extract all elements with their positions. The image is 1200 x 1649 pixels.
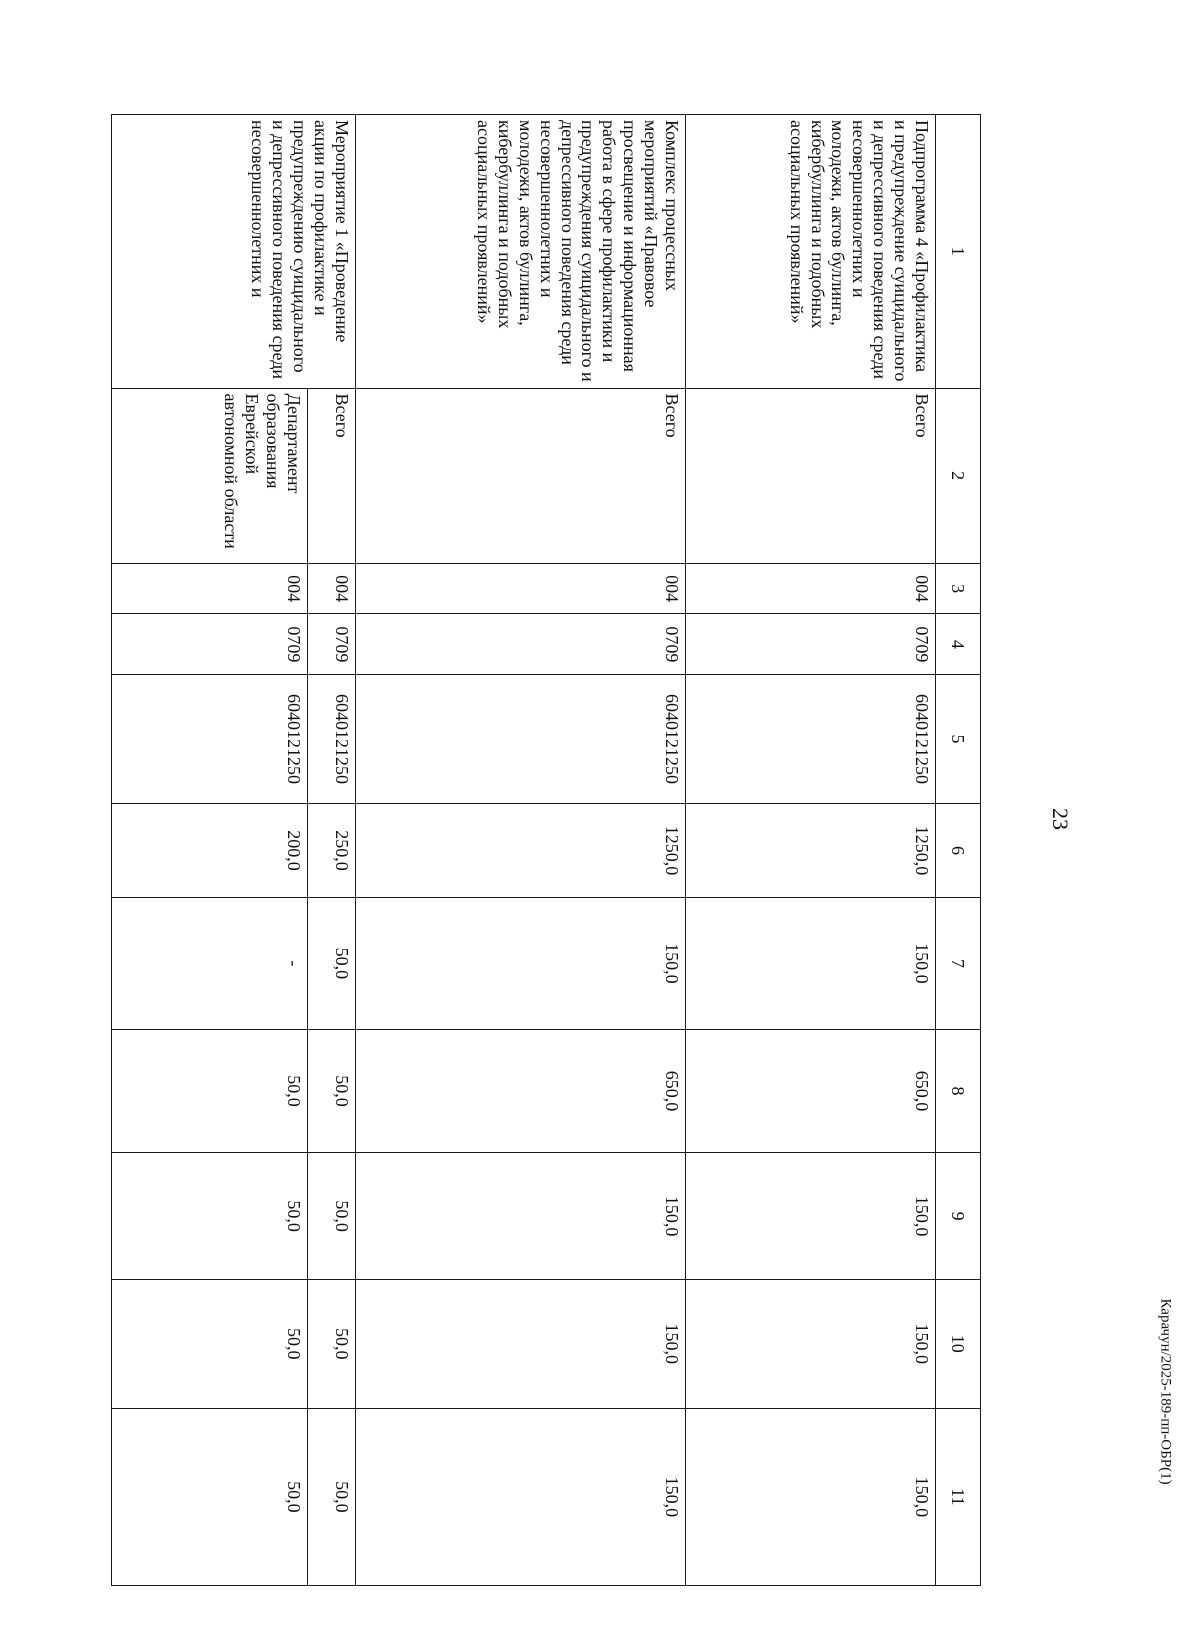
row-cell-3: 004 bbox=[308, 563, 356, 614]
header-col-3: 3 bbox=[936, 563, 981, 614]
row-cell-6: 250,0 bbox=[308, 803, 356, 897]
row-executor: Всего bbox=[356, 388, 686, 563]
row-cell-8: 650,0 bbox=[356, 1029, 686, 1153]
header-col-2: 2 bbox=[936, 388, 981, 563]
header-col-9: 9 bbox=[936, 1153, 981, 1280]
row-cell-5: 6040121250 bbox=[686, 675, 936, 804]
row-cell-7: 150,0 bbox=[686, 898, 936, 1030]
header-row bbox=[936, 115, 981, 1586]
row-cell-7: 50,0 bbox=[308, 898, 356, 1030]
row-cell-10: 150,0 bbox=[356, 1279, 686, 1408]
page-number: 23 bbox=[1048, 808, 1073, 830]
row-cell-7: 150,0 bbox=[356, 898, 686, 1030]
table-row-process-complex bbox=[356, 115, 686, 1586]
row-cell-9: 50,0 bbox=[112, 1153, 308, 1280]
header-col-1: 1 bbox=[936, 115, 981, 389]
header-col-4: 4 bbox=[936, 614, 981, 675]
row-cell-4: 0709 bbox=[356, 614, 686, 675]
row-name: Комплекс процессных мероприятий «Правовое просвещение и информационная работа в сфере профилактики и предупреждения суицидального и депрессивного поведения среди несовершеннолетних и молодежи, актов буллинга, кибербуллинга и подобных асоциальных проявлений» bbox=[356, 115, 686, 389]
document-registration-code: Карачун/2025-189-пп-ОБР(1) bbox=[1157, 1298, 1174, 1485]
row-cell-8: 50,0 bbox=[112, 1029, 308, 1153]
row-cell-3: 004 bbox=[356, 563, 686, 614]
row-cell-8: 50,0 bbox=[308, 1029, 356, 1153]
row-cell-6: 1250,0 bbox=[686, 803, 936, 897]
row-cell-10: 50,0 bbox=[308, 1279, 356, 1408]
row-cell-3: 004 bbox=[686, 563, 936, 614]
row-cell-4: 0709 bbox=[686, 614, 936, 675]
header-col-6: 6 bbox=[936, 803, 981, 897]
table-row-subprogram-4 bbox=[686, 115, 936, 1586]
row-cell-4: 0709 bbox=[308, 614, 356, 675]
row-cell-9: 150,0 bbox=[686, 1153, 936, 1280]
row-cell-5: 6040121250 bbox=[112, 675, 308, 804]
row-cell-9: 150,0 bbox=[356, 1153, 686, 1280]
row-cell-6: 1250,0 bbox=[356, 803, 686, 897]
budget-table bbox=[111, 114, 981, 1586]
row-cell-11: 50,0 bbox=[308, 1408, 356, 1585]
row-executor: Департамент образования Еврейской автономной области bbox=[112, 388, 308, 563]
row-cell-5: 6040121250 bbox=[356, 675, 686, 804]
header-col-10: 10 bbox=[936, 1279, 981, 1408]
row-cell-6: 200,0 bbox=[112, 803, 308, 897]
header-col-8: 8 bbox=[936, 1029, 981, 1153]
row-cell-10: 150,0 bbox=[686, 1279, 936, 1408]
row-cell-8: 650,0 bbox=[686, 1029, 936, 1153]
row-cell-11: 150,0 bbox=[356, 1408, 686, 1585]
row-cell-10: 50,0 bbox=[112, 1279, 308, 1408]
header-col-7: 7 bbox=[936, 898, 981, 1030]
header-col-11: 11 bbox=[936, 1408, 981, 1585]
row-cell-4: 0709 bbox=[112, 614, 308, 675]
header-col-5: 5 bbox=[936, 675, 981, 804]
row-cell-5: 6040121250 bbox=[308, 675, 356, 804]
row-executor: Всего bbox=[308, 388, 356, 563]
row-executor: Всего bbox=[686, 388, 936, 563]
row-cell-3: 004 bbox=[112, 563, 308, 614]
rotated-table-container bbox=[111, 114, 981, 1586]
row-name: Подпрограмма 4 «Профилактика и предупреждение суицидального и депрессивного поведения среди несовершеннолетних и молодежи, актов буллинга, кибербуллинга и подобных асоциальных проявлений» bbox=[686, 115, 936, 389]
row-cell-9: 50,0 bbox=[308, 1153, 356, 1280]
row-name: Мероприятие 1 «Проведение акции по профилактике и предупреждению суицидального и депрессивного поведения среди несовершеннолетних и bbox=[112, 115, 356, 389]
row-cell-11: 150,0 bbox=[686, 1408, 936, 1585]
row-cell-11: 50,0 bbox=[112, 1408, 308, 1585]
table-row-event-1-total bbox=[308, 115, 356, 1586]
row-cell-7: - bbox=[112, 898, 308, 1030]
